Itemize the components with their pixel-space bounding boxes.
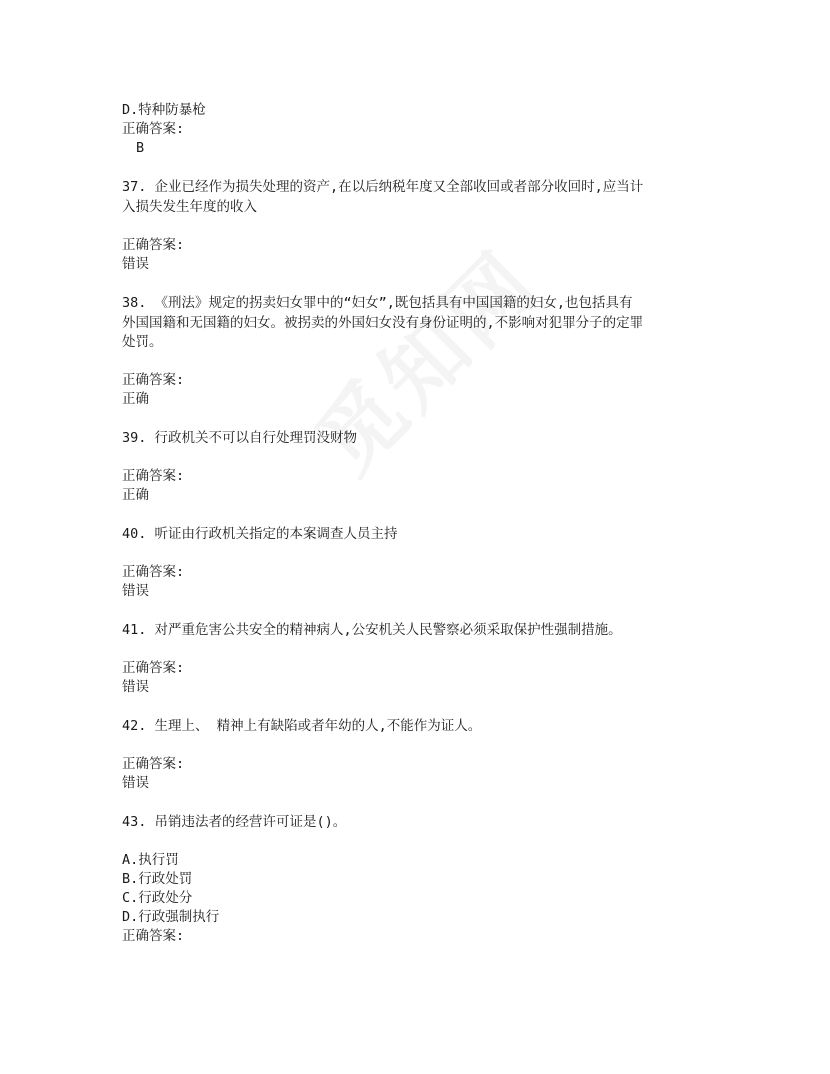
answer-value: 错误 <box>122 583 149 599</box>
option-a: A.执行罚 <box>122 852 179 868</box>
option-c: C.行政处分 <box>122 890 193 906</box>
question-38-cont: 处罚。 <box>122 334 163 350</box>
question-37: 37. 企业已经作为损失处理的资产,在以后纳税年度又全部收回或者部分收回时,应当计 <box>122 179 644 195</box>
answer-label: 正确答案: <box>122 121 185 137</box>
answer-label: 正确答案: <box>122 756 185 772</box>
question-41: 41. 对严重危害公共安全的精神病人,公安机关人民警察必须采取保护性强制措施。 <box>122 622 622 638</box>
option-b: B.行政处罚 <box>122 871 193 887</box>
answer-label: 正确答案: <box>122 928 185 944</box>
question-42: 42. 生理上、 精神上有缺陷或者年幼的人,不能作为证人。 <box>122 718 482 734</box>
answer-value: 错误 <box>122 775 149 791</box>
question-38-cont: 外国国籍和无国籍的妇女。被拐卖的外国妇女没有身份证明的,不影响对犯罪分子的定罪 <box>122 315 644 331</box>
answer-value: 错误 <box>122 256 149 272</box>
answer-value: 正确 <box>122 391 149 407</box>
question-40: 40. 听证由行政机关指定的本案调查人员主持 <box>122 526 398 542</box>
answer-label: 正确答案: <box>122 660 185 676</box>
answer-value: 正确 <box>122 487 149 503</box>
answer-value: B <box>136 140 145 156</box>
answer-label: 正确答案: <box>122 237 185 253</box>
question-39: 39. 行政机关不可以自行处理罚没财物 <box>122 430 358 446</box>
option-d-prev: D.特种防暴枪 <box>122 102 206 118</box>
answer-value: 错误 <box>122 679 149 695</box>
question-37-cont: 入损失发生年度的收入 <box>122 199 257 215</box>
option-d: D.行政强制执行 <box>122 909 220 925</box>
answer-label: 正确答案: <box>122 468 185 484</box>
question-38: 38. 《刑法》规定的拐卖妇女罪中的“妇女”,既包括具有中国国籍的妇女,也包括具有 <box>122 295 633 311</box>
question-43: 43. 吊销违法者的经营许可证是()。 <box>122 814 347 830</box>
answer-label: 正确答案: <box>122 564 185 580</box>
answer-label: 正确答案: <box>122 372 185 388</box>
